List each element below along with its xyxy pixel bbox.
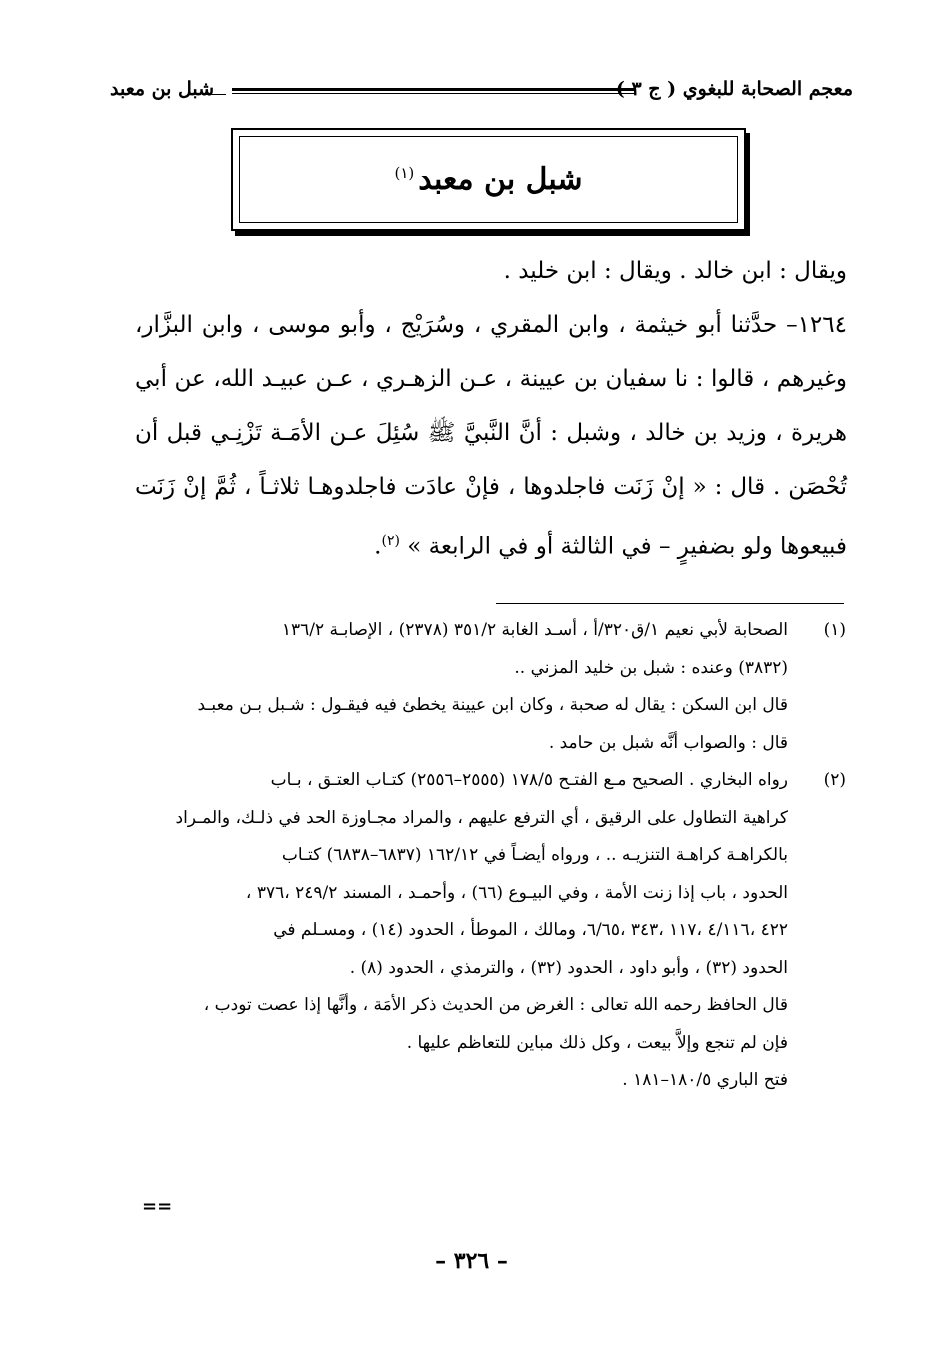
continuation-mark: ==: [142, 1196, 173, 1217]
entry-title-frame: [239, 136, 738, 223]
running-header: [100, 74, 853, 108]
footnote-2: [134, 762, 846, 987]
intro-paragraph: ويقال : ابن خالد . ويقال : ابن خليد .: [503, 258, 847, 284]
entry-title-text: شبل بن معبد: [418, 162, 583, 197]
page-number: – ٣٢٦ –: [435, 1248, 508, 1274]
hadith-text: ١٢٦٤– حدَّثنا أبو خيثمة ، وابن المقري ، وسُرَيْج ، وأبو موسى ، وابن البزَّار، وغيرهم ، قالوا : نا سفيان بن عيينة ، عـن الزهـري ، عـن عبيـد الله، عن أبي هريرة ، وزيد بن خالد ، وشبل : أنَّ النَّبيَّ ﷺ سُئِلَ عـن الأمَـة تَزْنِـي قبل أن تُحْصَن . قال : « إنْ زَنَت فاجلدوها ، فإنْ عادَت فاجلدوهـا ثلاثـاً ، ثُمَّ إنْ زَنَت فبيعوها ولو بضفيرٍ – في الثالثة أو في الرابعة »: [135, 312, 847, 560]
footnote-line: قال : والصواب أنَّه شبل بن حامد .: [548, 732, 788, 753]
footnote-1-note: [134, 687, 846, 762]
entry-title-box: [231, 128, 746, 231]
footnotes: [134, 612, 846, 1100]
footnote-line: كراهية التطاول على الرقيق ، أي الترفع عليهم ، والمراد مجـاوزة الحد في ذلـك، والمـراد: [175, 807, 788, 828]
running-header-entry-name: شبل بن معبد: [110, 78, 215, 100]
footnote-line: ٤٢٢ ،٤/١١٦ ،١١٧ ،٣٤٣ ،٦/٦٥، ومالك ، الموطأ ، الحدود (١٤) ، ومسـلم في: [273, 920, 788, 940]
footnote-line: الحدود ، باب إذا زنت الأمة ، وفي البيـوع (٦٦) ، وأحمـد ، المسند ٢٤٩/٢ ،٣٧٦ ،: [245, 882, 788, 903]
hadith-end: .: [374, 533, 382, 560]
footnote-1: [134, 612, 846, 687]
header-rule: [232, 88, 635, 94]
footnote-separator: [496, 603, 844, 604]
footnote-ref-2: (٢): [381, 533, 400, 549]
footnote-2-note: [134, 987, 846, 1100]
footnote-line: فتح الباري ١٨٠/٥–١٨١ .: [622, 1070, 788, 1090]
running-header-book-title: معجم الصحابة للبغوي ( ج ٣ ): [615, 78, 853, 100]
body-text: [135, 244, 847, 574]
footnote-line: فإن لم تنجع وإلاَّ بيعت ، وكل ذلك مباين للتعاظم عليها .: [406, 1032, 788, 1053]
footnote-line: بالكراهـة كراهـة التنزيـه .. ، ورواه أيضـاً في ١٦٢/١٢ (٦٨٣٧–٦٨٣٨) كتـاب: [281, 845, 788, 865]
footnote-line: الصحابة لأبي نعيم ١/ق٣٢٠/أ ، أسـد الغابة ٣٥١/٢ (٢٣٧٨) ، الإصابـة ١٣٦/٢: [281, 620, 788, 640]
footnote-line: قال ابن السكن : يقال له صحبة ، وكان ابن عيينة يخطئ فيه فيقـول : شـبل بـن معبـد: [197, 695, 788, 715]
footnote-number: (٢): [823, 770, 846, 790]
footnote-line: رواه البخاري . الصحيح مـع الفتـح ١٧٨/٥ (٢٥٥٥–٢٥٥٦) كتـاب العتـق ، بـاب: [270, 770, 788, 790]
hadith-paragraph: [135, 298, 847, 574]
footnote-line: قال الحافظ رحمه الله تعالى : الغرض من الحديث ذكر الأمَة ، وأنَّها إذا عصت تودب ،: [203, 995, 788, 1015]
footnote-line: (٣٨٣٢) وعنده : شبل بن خليد المزني ..: [514, 657, 788, 678]
entry-title: [394, 162, 582, 197]
footnote-number: (١): [823, 620, 846, 640]
footnote-line: الحدود (٣٢) ، وأبو داود ، الحدود (٣٢) ، والترمذي ، الحدود (٨) .: [349, 957, 788, 978]
footnote-ref-1: (١): [394, 164, 415, 182]
